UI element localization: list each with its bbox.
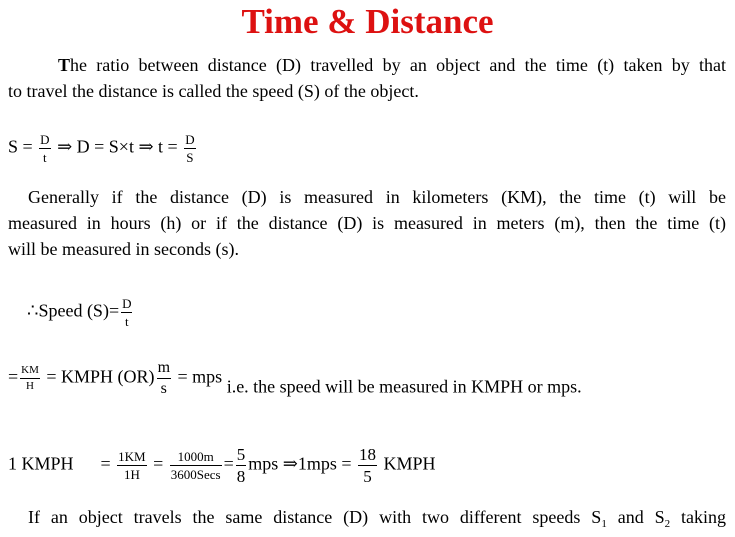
units-formula-note: i.e. the speed will be measured in KMPH or mps. bbox=[226, 376, 582, 397]
fraction-numerator: D bbox=[122, 296, 132, 311]
two-speeds-text-1: If an object travels the same distance (D) with two different speeds S bbox=[28, 507, 602, 527]
intro-line-1-text: he ratio between distance (D) travelled by an object and the time (t) taken by that bbox=[70, 55, 726, 75]
formula-speed-distance-time bbox=[8, 133, 198, 164]
two-speeds-text-2: and S bbox=[606, 507, 665, 527]
two-speeds-paragraph bbox=[8, 504, 726, 537]
fraction-numerator: D bbox=[185, 132, 195, 147]
fraction-d-over-s bbox=[184, 133, 195, 164]
conversion-eq2: = bbox=[153, 453, 164, 474]
fraction-numerator: KM bbox=[20, 365, 40, 379]
fraction-numerator: 1KM bbox=[118, 449, 146, 464]
intro-paragraph bbox=[8, 52, 726, 104]
units-line-3: will be measured in seconds (s). bbox=[8, 239, 239, 259]
units-paragraph bbox=[8, 184, 726, 262]
two-speeds-text-3: taking bbox=[670, 507, 727, 527]
units-line-1: Generally if the distance (D) is measured in kilometers (KM), the time (t) will be bbox=[28, 187, 726, 207]
page-title: Time & Distance bbox=[241, 2, 494, 41]
conversion-label: 1 KMPH bbox=[8, 453, 74, 474]
formula-speed-units bbox=[8, 360, 582, 398]
formula-speed-definition bbox=[27, 297, 134, 328]
units-formula-eq: = bbox=[8, 366, 19, 387]
fraction-numerator: 18 bbox=[359, 445, 377, 464]
fraction-denominator: 5 bbox=[363, 467, 372, 486]
two-speeds-line bbox=[8, 504, 726, 537]
fraction-d-over-t bbox=[121, 297, 132, 328]
fraction-m-over-s bbox=[157, 360, 171, 397]
units-formula-mid: = KMPH (OR) bbox=[46, 366, 155, 387]
conversion-end: KMPH bbox=[383, 453, 436, 474]
fraction-denominator: t bbox=[124, 314, 129, 329]
fraction-1000m-over-3600secs bbox=[170, 450, 222, 481]
formula1-middle: ⇒ D = S×t ⇒ t = bbox=[57, 136, 178, 157]
fraction-numerator: 1000m bbox=[170, 450, 222, 466]
fraction-5-over-8 bbox=[236, 446, 247, 485]
formula-kmph-conversion bbox=[8, 446, 436, 485]
fraction-1km-over-1h bbox=[117, 450, 146, 481]
conversion-mid: mps ⇒1mps = bbox=[248, 453, 352, 474]
fraction-denominator: t bbox=[43, 150, 47, 165]
fraction-numerator: 5 bbox=[236, 445, 246, 464]
subscript-2: 2 bbox=[664, 518, 671, 530]
fraction-numerator: D bbox=[40, 132, 50, 147]
fraction-numerator: m bbox=[157, 360, 171, 379]
fraction-18-over-5 bbox=[358, 446, 377, 485]
fraction-denominator: s bbox=[160, 380, 167, 397]
units-line-2: measured in hours (h) or if the distance (D) is measured in meters (m), then the time (t) bbox=[8, 213, 726, 233]
fraction-denominator: H bbox=[26, 380, 34, 392]
intro-line-1 bbox=[8, 52, 726, 78]
conversion-eq3: = bbox=[223, 453, 234, 474]
conversion-eq1: = bbox=[100, 453, 111, 474]
fraction-d-over-t bbox=[39, 133, 50, 164]
fraction-denominator: 8 bbox=[236, 467, 246, 486]
fraction-denominator: 3600Secs bbox=[170, 467, 221, 482]
intro-bold-letter: T bbox=[58, 55, 71, 75]
fraction-denominator: S bbox=[186, 150, 194, 165]
subscript-1: 1 bbox=[601, 518, 607, 530]
fraction-km-over-h bbox=[20, 365, 40, 392]
formula1-lhs: S = bbox=[8, 136, 33, 157]
fraction-denominator: 1H bbox=[123, 467, 140, 482]
units-formula-end: = mps bbox=[177, 366, 223, 387]
intro-line-2: to travel the distance is called the speed (S) of the object. bbox=[8, 81, 419, 101]
speed-formula-prefix: ∴Speed (S)= bbox=[27, 300, 120, 321]
